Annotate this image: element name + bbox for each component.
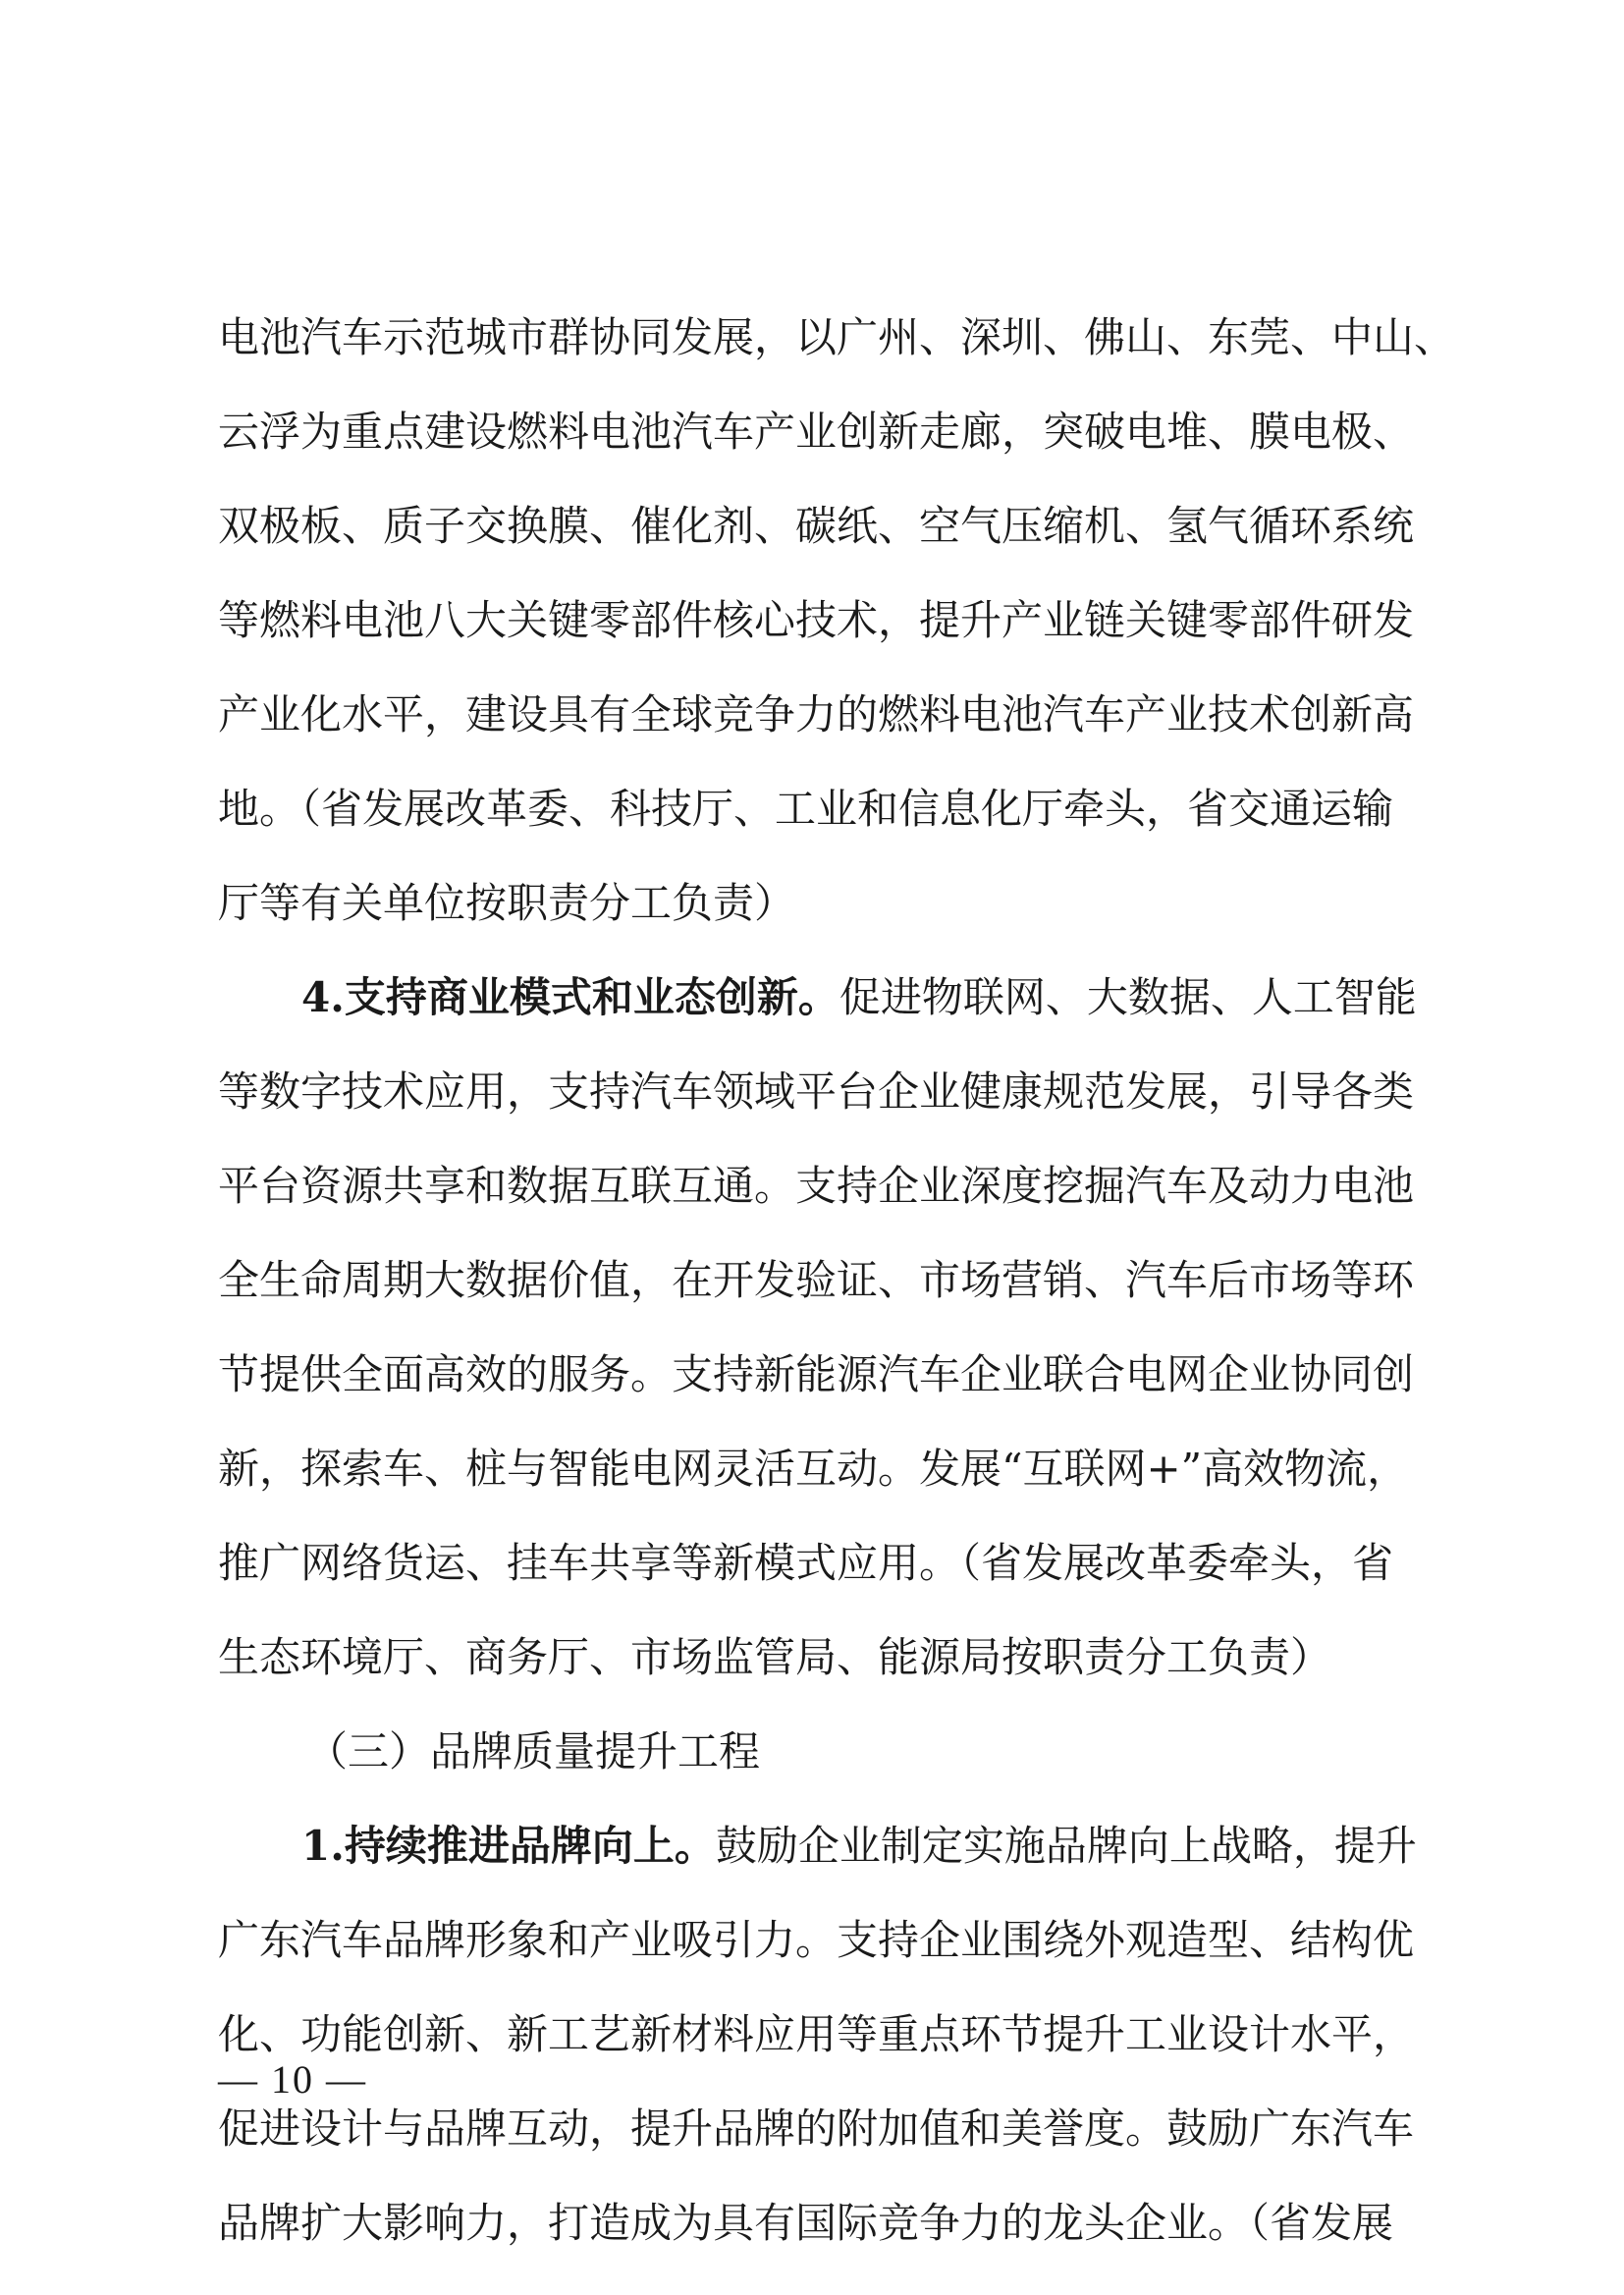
line-text: 广东汽车品牌形象和产业吸引力。支持企业围绕外观造型、结构优 — [218, 1916, 1415, 1964]
text-line — [218, 1233, 1421, 1328]
paragraph-first-line — [218, 951, 1421, 1045]
line-text: 促进物联网、大数据、人工智能 — [839, 973, 1417, 1021]
text-line — [218, 574, 1421, 668]
line-text: 节提供全面高效的服务。支持新能源汽车企业联合电网企业协同创 — [218, 1350, 1415, 1398]
line-text: 产业化水平，建设具有全球竞争力的燃料电池汽车产业技术创新高 — [218, 690, 1415, 738]
line-text: 鼓励企业制定实施品牌向上战略，提升 — [715, 1822, 1417, 1870]
line-text: 云浮为重点建设燃料电池汽车产业创新走廊，突破电堆、膜电极、 — [218, 408, 1415, 456]
line-text: 全生命周期大数据价值，在开发验证、市场营销、汽车后市场等环 — [218, 1256, 1415, 1304]
line-text: 推广网络货运、挂车共享等新模式应用。（省发展改革委牵头，省 — [218, 1539, 1394, 1587]
line-text: 化、功能创新、新工艺新材料应用等重点环节提升工业设计水平， — [218, 2010, 1415, 2058]
text-line — [218, 2176, 1421, 2270]
line-text: 电池汽车示范城市群协同发展，以广州、深圳、佛山、东莞、中山、 — [218, 313, 1456, 361]
line-text: 平台资源共享和数据互联互通。支持企业深度挖掘汽车及动力电池 — [218, 1162, 1415, 1210]
section-heading-text: （三）品牌质量提升工程 — [306, 1727, 761, 1776]
text-line — [218, 762, 1421, 856]
text-line — [218, 856, 1421, 951]
line-text: 厅等有关单位按职责分工负责） — [218, 879, 796, 927]
text-line — [218, 479, 1421, 574]
text-line — [218, 291, 1456, 385]
text-line — [218, 1516, 1421, 1611]
text-line — [218, 1422, 1421, 1516]
paragraph-first-line — [218, 1799, 1421, 1893]
text-line — [218, 385, 1421, 479]
line-text: 促进设计与品牌互动，提升品牌的附加值和美誉度。鼓励广东汽车 — [218, 2104, 1415, 2153]
text-line — [218, 668, 1421, 762]
item-heading: 1.持续推进品牌向上。 — [301, 1822, 716, 1870]
item-heading: 4.支持商业模式和业态创新。 — [301, 973, 839, 1021]
line-text: 新，探索车、桩与智能电网灵活互动。发展“互联网+”高效物流， — [218, 1445, 1409, 1493]
text-line — [218, 1988, 1421, 2082]
line-text: 等燃料电池八大关键零部件核心技术，提升产业链关键零部件研发 — [218, 596, 1415, 644]
document-body — [218, 291, 1456, 2270]
text-line — [218, 1611, 1421, 1705]
line-text: 双极板、质子交换膜、催化剂、碳纸、空气压缩机、氢气循环系统 — [218, 502, 1415, 550]
line-text: 品牌扩大影响力，打造成为具有国际竞争力的龙头企业。（省发展 — [218, 2199, 1394, 2247]
text-line — [218, 1139, 1421, 1233]
section-heading — [218, 1705, 1421, 1799]
line-text: 生态环境厅、商务厅、市场监管局、能源局按职责分工负责） — [218, 1633, 1332, 1681]
text-line — [218, 2082, 1421, 2176]
text-line — [218, 1893, 1421, 1988]
text-line — [218, 1045, 1421, 1139]
line-text: 等数字技术应用，支持汽车领域平台企业健康规范发展，引导各类 — [218, 1067, 1415, 1116]
text-line — [218, 1328, 1421, 1422]
line-text: 地。（省发展改革委、科技厅、工业和信息化厅牵头，省交通运输 — [218, 785, 1394, 833]
page-number: — 10 — — [218, 2057, 367, 2102]
